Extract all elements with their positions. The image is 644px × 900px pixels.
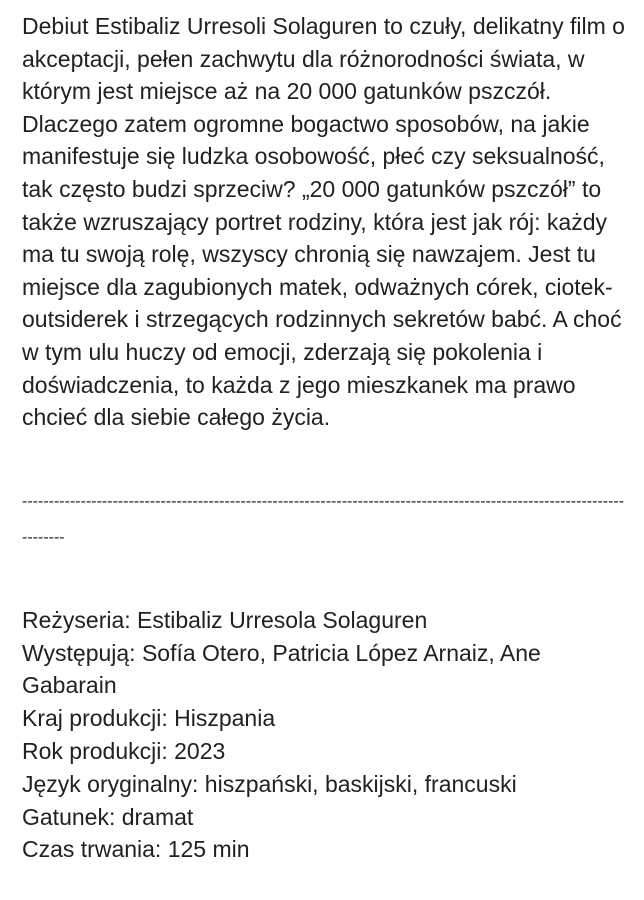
- detail-runtime: Czas trwania: 125 min: [22, 836, 250, 863]
- detail-genre: Gatunek: dramat: [22, 803, 194, 830]
- detail-country: Kraj produkcji: Hiszpania: [22, 705, 276, 732]
- film-details: [22, 604, 632, 866]
- article-content: [22, 10, 632, 866]
- detail-language: Język oryginalny: hiszpański, baskijski, francuski: [22, 770, 517, 797]
- film-description: Debiut Estibaliz Urresoli Solaguren to czuły, delikatny film o akceptacji, pełen zachwytu dla różnorodności świata, w którym jest miejsce aż na 20 000 gatunków pszczół. Dlaczego zatem ogromne bogactwo sposobów, na jakie manifestuje się ludzka osobowość, płeć czy seksualność, tak często budzi sprzeciw? „20 000 gatunków pszczół” to także wzruszający portret rodziny, która jest jak rój: każdy ma tu swoją rolę, wszyscy chronią się nawzajem. Jest tu miejsce dla zagubionych matek, odważnych córek, ciotek-outsiderek i strzegących rodzinnych sekretów babć. A choć w tym ulu huczy od emocji, zderzają się pokolenia i doświadczenia, to każda z jego mieszkanek ma prawo chcieć dla siebie całego życia.: [22, 13, 625, 431]
- detail-cast: Występują: Sofía Otero, Patricia López Arnaiz, Ane Gabarain: [22, 639, 541, 699]
- separator-line: -------------------------------------------------------------------------------------------------------------------------: [22, 492, 625, 546]
- detail-year: Rok produkcji: 2023: [22, 737, 226, 764]
- detail-director: Reżyseria: Estibaliz Urresola Solaguren: [22, 606, 428, 633]
